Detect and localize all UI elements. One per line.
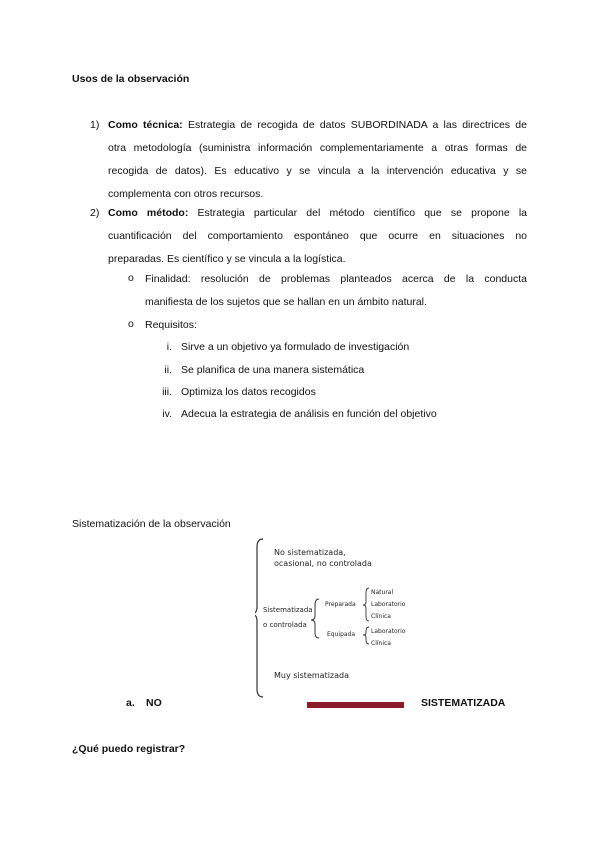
bullet-marker-requisitos: o [128, 318, 134, 330]
req-text-2: Se planifica de una manera sistemática [181, 364, 365, 376]
item-1-line-1: Como técnica: Estrategia de recogida de datos SUBORDINADA a las directrices de [108, 119, 527, 131]
diagram-equip-item-1: Laboratorio [371, 628, 406, 635]
item-1-label: Como técnica: [108, 119, 183, 131]
list-item-sistematizada: SISTEMATIZADA [421, 697, 506, 709]
diagram-banner [307, 702, 404, 708]
item-1-line-3: recogida de datos). Es educativo y se vincula a la intervención educativa y se [108, 165, 527, 177]
section-heading-sistematizacion: Sistematización de la observación [72, 518, 231, 530]
req-text-4: Adecua la estrategia de análisis en función del objetivo [181, 408, 437, 420]
item-1-line-4: complementa con otros recursos. [108, 188, 264, 200]
diagram-prep-item-2: Laboratorio [371, 601, 406, 608]
bullet-finalidad [145, 268, 527, 314]
bullet-marker-finalidad: o [128, 272, 134, 284]
item-2-label: Como método: [108, 207, 189, 219]
item-2-line-2: cuantificación del comportamiento espontáneo que ocurre en situaciones no [108, 230, 527, 242]
item-1-line-2: otra metodología (suministra información complementariamente a otras formas de [108, 142, 527, 154]
diagram-prep-item-1: Natural [371, 589, 394, 596]
bullet-finalidad-line-1: Finalidad: resolución de problemas planteados acerca de la conducta [145, 273, 527, 285]
item-number-1: 1) [90, 119, 100, 131]
item-1-paragraph [108, 114, 527, 206]
section-heading-usos: Usos de la observación [72, 73, 190, 85]
item-2-line-1: Como método: Estrategia particular del método científico que se propone la [108, 207, 528, 219]
diagram-equipada-label: Equipada [327, 631, 356, 638]
diagram-preparada-label: Preparada [325, 601, 356, 608]
diagram-prep-item-3: Clínica [371, 613, 391, 620]
section-heading-registrar: ¿Qué puedo registrar? [72, 743, 186, 755]
bullet-requisitos: Requisitos: [145, 319, 197, 331]
list-letter-a: a. [126, 697, 135, 709]
sistematizacion-diagram [255, 537, 405, 707]
diagram-mid-label-2: o controlada [263, 621, 307, 629]
list-item-no: NO [146, 697, 162, 709]
diagram-bottom-label: Muy sistematizada [274, 671, 350, 680]
req-num-3: iii. [162, 386, 172, 398]
diagram-equip-item-2: Clínica [371, 640, 391, 647]
req-text-3: Optimiza los datos recogidos [181, 386, 316, 398]
item-2-line-3: preparadas. Es científico y se vincula a la logística. [108, 253, 346, 265]
req-num-1: i. [166, 341, 172, 353]
diagram-top-label-1: No sistematizada, [274, 548, 346, 557]
diagram-top-label-2: ocasional, no controlada [274, 559, 372, 568]
bullet-finalidad-line-2: manifiesta de los sujetos que se hallan en un ámbito natural. [145, 296, 427, 308]
req-num-2: ii. [164, 364, 172, 376]
item-number-2: 2) [90, 207, 100, 219]
req-num-4: iv. [162, 408, 172, 420]
diagram-mid-label-1: Sistematizada [263, 606, 313, 614]
item-2-paragraph [108, 202, 527, 271]
req-text-1: Sirve a un objetivo ya formulado de investigación [181, 341, 410, 353]
